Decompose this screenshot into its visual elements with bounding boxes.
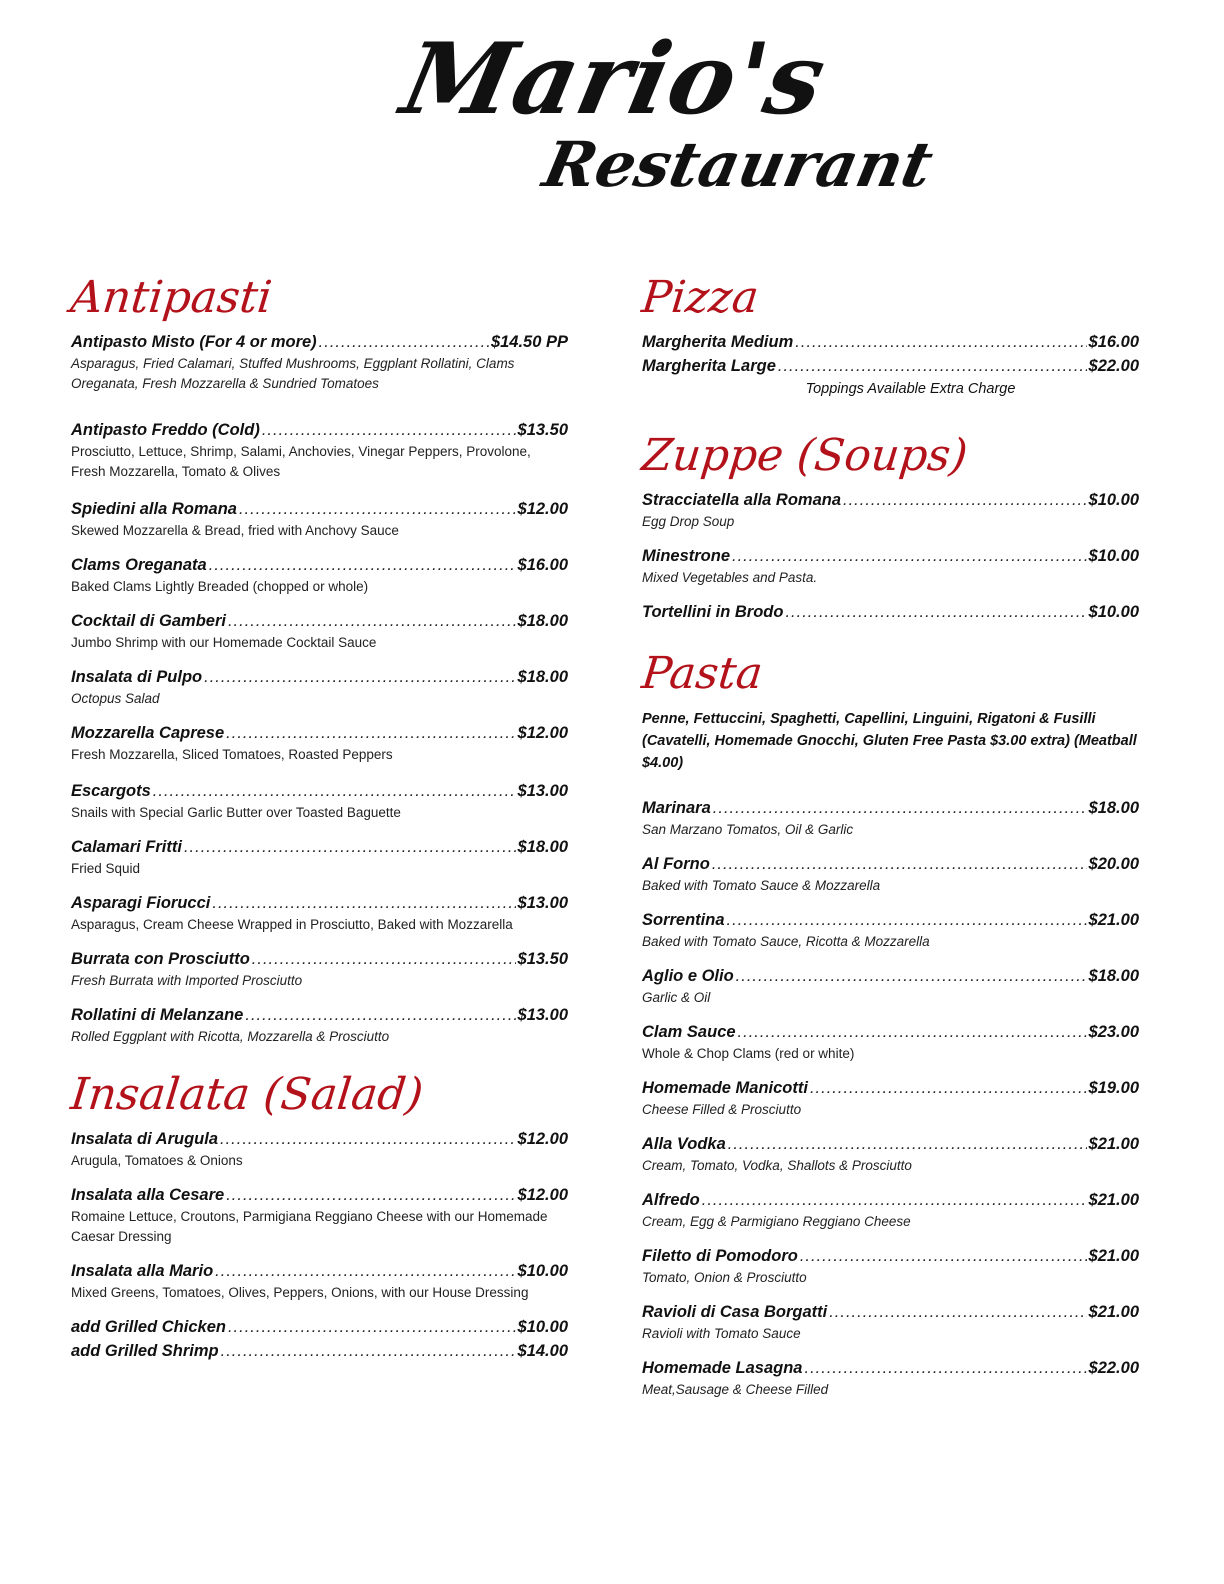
item-description: Mixed Vegetables and Pasta. bbox=[642, 570, 818, 585]
menu-item bbox=[642, 1356, 1139, 1400]
item-description: Arugula, Tomatoes & Onions bbox=[71, 1153, 243, 1168]
item-price: $16.00 bbox=[1088, 333, 1139, 351]
section-antipasti bbox=[68, 270, 568, 1047]
item-price: $22.00 bbox=[1088, 1359, 1139, 1377]
section-title-pizza: Pizza bbox=[639, 272, 762, 323]
item-name: Insalata di Arugula bbox=[71, 1130, 219, 1148]
item-description: Cream, Egg & Parmigiano Reggiano Cheese bbox=[642, 1214, 911, 1229]
item-name: Antipasto Freddo (Cold) bbox=[71, 421, 260, 439]
menu-item bbox=[71, 891, 568, 935]
item-name: add Grilled Shrimp bbox=[71, 1342, 219, 1360]
item-price: $12.00 bbox=[517, 724, 568, 742]
item-description: San Marzano Tomatos, Oil & Garlic bbox=[642, 822, 854, 837]
item-name: Clams Oreganata bbox=[71, 556, 207, 574]
menu-item bbox=[71, 779, 568, 823]
menu-item bbox=[642, 600, 1139, 624]
menu-item bbox=[642, 488, 1139, 532]
item-name: Margherita Medium bbox=[642, 333, 794, 351]
item-description: Baked Clams Lightly Breaded (chopped or whole) bbox=[71, 579, 369, 594]
section-title-zuppe: Zuppe (Soups) bbox=[639, 430, 971, 481]
menu-item bbox=[71, 1183, 568, 1247]
item-name: Minestrone bbox=[642, 547, 731, 565]
item-description: Ravioli with Tomato Sauce bbox=[642, 1326, 801, 1341]
item-name: Antipasto Misto (For 4 or more) bbox=[71, 333, 317, 351]
item-description: Prosciutto, Lettuce, Shrimp, Salami, Anchovies, Vinegar Peppers, Provolone, Fresh Mozzarella, Tomato & Olives bbox=[71, 444, 531, 479]
item-name: Insalata alla Mario bbox=[71, 1262, 214, 1280]
section-pizza bbox=[639, 270, 1139, 400]
item-name: Asparagi Fiorucci bbox=[71, 894, 211, 912]
menu-item bbox=[71, 1339, 568, 1363]
menu-item bbox=[71, 947, 568, 991]
menu-item bbox=[71, 1127, 568, 1171]
menu-item bbox=[642, 1244, 1139, 1288]
item-name: Stracciatella alla Romana bbox=[642, 491, 842, 509]
logo-line-1: Mario's bbox=[392, 22, 836, 137]
menu-item bbox=[642, 354, 1139, 378]
menu-item bbox=[71, 330, 568, 394]
item-name: Margherita Large bbox=[642, 357, 776, 375]
item-description: Baked with Tomato Sauce & Mozzarella bbox=[642, 878, 881, 893]
item-price: $21.00 bbox=[1088, 911, 1139, 929]
menu-item bbox=[642, 1300, 1139, 1344]
item-price: $21.00 bbox=[1088, 1135, 1139, 1153]
item-name: Escargots bbox=[71, 782, 151, 800]
item-price: $13.50 bbox=[517, 950, 568, 968]
item-name: Rollatini di Melanzane bbox=[71, 1006, 244, 1024]
menu-item bbox=[642, 908, 1139, 952]
item-name: Insalata di Pulpo bbox=[71, 668, 203, 686]
item-name: Filetto di Pomodoro bbox=[642, 1247, 798, 1265]
item-name: Alfredo bbox=[642, 1191, 700, 1209]
menu-item bbox=[642, 1132, 1139, 1176]
menu-item bbox=[71, 835, 568, 879]
item-price: $21.00 bbox=[1088, 1303, 1139, 1321]
menu-item bbox=[642, 1076, 1139, 1120]
section-title-insalata: Insalata (Salad) bbox=[68, 1069, 426, 1120]
item-description: Mixed Greens, Tomatoes, Olives, Peppers, Onions, with our House Dressing bbox=[71, 1285, 529, 1300]
item-description: Fried Squid bbox=[71, 861, 141, 876]
menu-item bbox=[71, 497, 568, 541]
item-description: Cheese Filled & Prosciutto bbox=[642, 1102, 802, 1117]
item-price: $22.00 bbox=[1088, 357, 1139, 375]
item-name: Al Forno bbox=[642, 855, 710, 873]
item-description: Whole & Chop Clams (red or white) bbox=[642, 1046, 855, 1061]
item-description: Octopus Salad bbox=[71, 691, 160, 706]
item-name: Homemade Lasagna bbox=[642, 1359, 803, 1377]
item-description: Meat,Sausage & Cheese Filled bbox=[642, 1382, 829, 1397]
item-description: Garlic & Oil bbox=[642, 990, 711, 1005]
item-name: Mozzarella Caprese bbox=[71, 724, 225, 742]
item-price: $10.00 bbox=[1088, 547, 1139, 565]
item-description: Jumbo Shrimp with our Homemade Cocktail Sauce bbox=[71, 635, 377, 650]
item-description: Asparagus, Cream Cheese Wrapped in Prosciutto, Baked with Mozzarella bbox=[71, 917, 513, 932]
item-price: $18.00 bbox=[1088, 799, 1139, 817]
menu-item bbox=[642, 1188, 1139, 1232]
left-column bbox=[68, 270, 568, 1363]
item-description: Baked with Tomato Sauce, Ricotta & Mozzarella bbox=[642, 934, 930, 949]
item-price: $12.00 bbox=[517, 500, 568, 518]
item-name: Alla Vodka bbox=[642, 1135, 726, 1153]
item-price: $23.00 bbox=[1088, 1023, 1139, 1041]
menu-item bbox=[71, 418, 568, 482]
menu-item bbox=[71, 1259, 568, 1303]
item-name: Spiedini alla Romana bbox=[71, 500, 237, 518]
menu-item bbox=[642, 330, 1139, 354]
section-pasta bbox=[639, 646, 1139, 1400]
item-name: Marinara bbox=[642, 799, 711, 817]
item-name: Clam Sauce bbox=[642, 1023, 736, 1041]
item-description: Skewed Mozzarella & Bread, fried with Anchovy Sauce bbox=[71, 523, 399, 538]
menu-item bbox=[71, 1315, 568, 1339]
menu-item bbox=[71, 721, 568, 765]
pizza-toppings-note: Toppings Available Extra Charge bbox=[805, 381, 1016, 397]
item-description: Tomato, Onion & Prosciutto bbox=[642, 1270, 807, 1285]
item-price: $13.50 bbox=[517, 421, 568, 439]
item-price: $10.00 bbox=[517, 1318, 568, 1336]
menu-item bbox=[71, 609, 568, 653]
right-column bbox=[639, 270, 1139, 1400]
item-price: $12.00 bbox=[517, 1186, 568, 1204]
item-name: Cocktail di Gamberi bbox=[71, 612, 226, 630]
menu-item bbox=[642, 1020, 1139, 1064]
item-description: Egg Drop Soup bbox=[642, 514, 735, 529]
menu-item bbox=[642, 544, 1139, 588]
item-price: $18.00 bbox=[517, 838, 568, 856]
item-price: $21.00 bbox=[1088, 1247, 1139, 1265]
item-name: Sorrentina bbox=[642, 911, 725, 929]
logo-line-2: Restaurant bbox=[537, 128, 940, 201]
item-price: $20.00 bbox=[1088, 855, 1139, 873]
item-name: add Grilled Chicken bbox=[71, 1318, 226, 1336]
item-price: $13.00 bbox=[517, 894, 568, 912]
pasta-intro: Penne, Fettuccini, Spaghetti, Capellini, Linguini, Rigatoni & Fusilli (Cavatelli, Homemade Gnocchi, Gluten Free Pasta $3.00 extra) (Meatball $4.00) bbox=[642, 711, 1137, 771]
item-price: $10.00 bbox=[1088, 491, 1139, 509]
item-price: $10.00 bbox=[1088, 603, 1139, 621]
item-price: $14.50 PP bbox=[490, 333, 568, 351]
item-description: Rolled Eggplant with Ricotta, Mozzarella & Prosciutto bbox=[71, 1029, 390, 1044]
item-price: $13.00 bbox=[517, 1006, 568, 1024]
item-description: Fresh Burrata with Imported Prosciutto bbox=[71, 973, 303, 988]
item-description: Fresh Mozzarella, Sliced Tomatoes, Roasted Peppers bbox=[71, 747, 393, 762]
item-name: Ravioli di Casa Borgatti bbox=[642, 1303, 828, 1321]
item-description: Asparagus, Fried Calamari, Stuffed Mushrooms, Eggplant Rollatini, Clams Oreganata, Fresh Mozzarella & Sundried Tomatoes bbox=[71, 356, 515, 391]
item-description: Snails with Special Garlic Butter over Toasted Baguette bbox=[71, 805, 401, 820]
item-price: $19.00 bbox=[1088, 1079, 1139, 1097]
item-price: $14.00 bbox=[517, 1342, 568, 1360]
section-title-antipasti: Antipasti bbox=[68, 272, 275, 323]
item-name: Insalata alla Cesare bbox=[71, 1186, 225, 1204]
menu-item bbox=[642, 796, 1139, 840]
item-name: Homemade Manicotti bbox=[642, 1079, 808, 1097]
item-price: $16.00 bbox=[517, 556, 568, 574]
item-price: $21.00 bbox=[1088, 1191, 1139, 1209]
menu-item bbox=[71, 1003, 568, 1047]
item-name: Aglio e Olio bbox=[642, 967, 734, 985]
item-name: Tortellini in Brodo bbox=[642, 603, 784, 621]
item-price: $10.00 bbox=[517, 1262, 568, 1280]
item-price: $13.00 bbox=[517, 782, 568, 800]
item-price: $18.00 bbox=[517, 668, 568, 686]
item-description: Cream, Tomato, Vodka, Shallots & Prosciutto bbox=[642, 1158, 912, 1173]
item-name: Burrata con Prosciutto bbox=[71, 950, 250, 968]
menu-item bbox=[71, 665, 568, 709]
item-name: Calamari Fritti bbox=[71, 838, 182, 856]
item-price: $18.00 bbox=[517, 612, 568, 630]
item-price: $12.00 bbox=[517, 1130, 568, 1148]
section-zuppe bbox=[639, 428, 1139, 624]
restaurant-logo bbox=[0, 0, 1224, 240]
menu-item bbox=[642, 852, 1139, 896]
section-title-pasta: Pasta bbox=[639, 648, 766, 699]
item-description: Romaine Lettuce, Croutons, Parmigiana Reggiano Cheese with our Homemade Caesar Dressing bbox=[71, 1209, 548, 1244]
section-insalata bbox=[68, 1067, 568, 1363]
menu-item bbox=[642, 964, 1139, 1008]
item-price: $18.00 bbox=[1088, 967, 1139, 985]
menu-item bbox=[71, 553, 568, 597]
